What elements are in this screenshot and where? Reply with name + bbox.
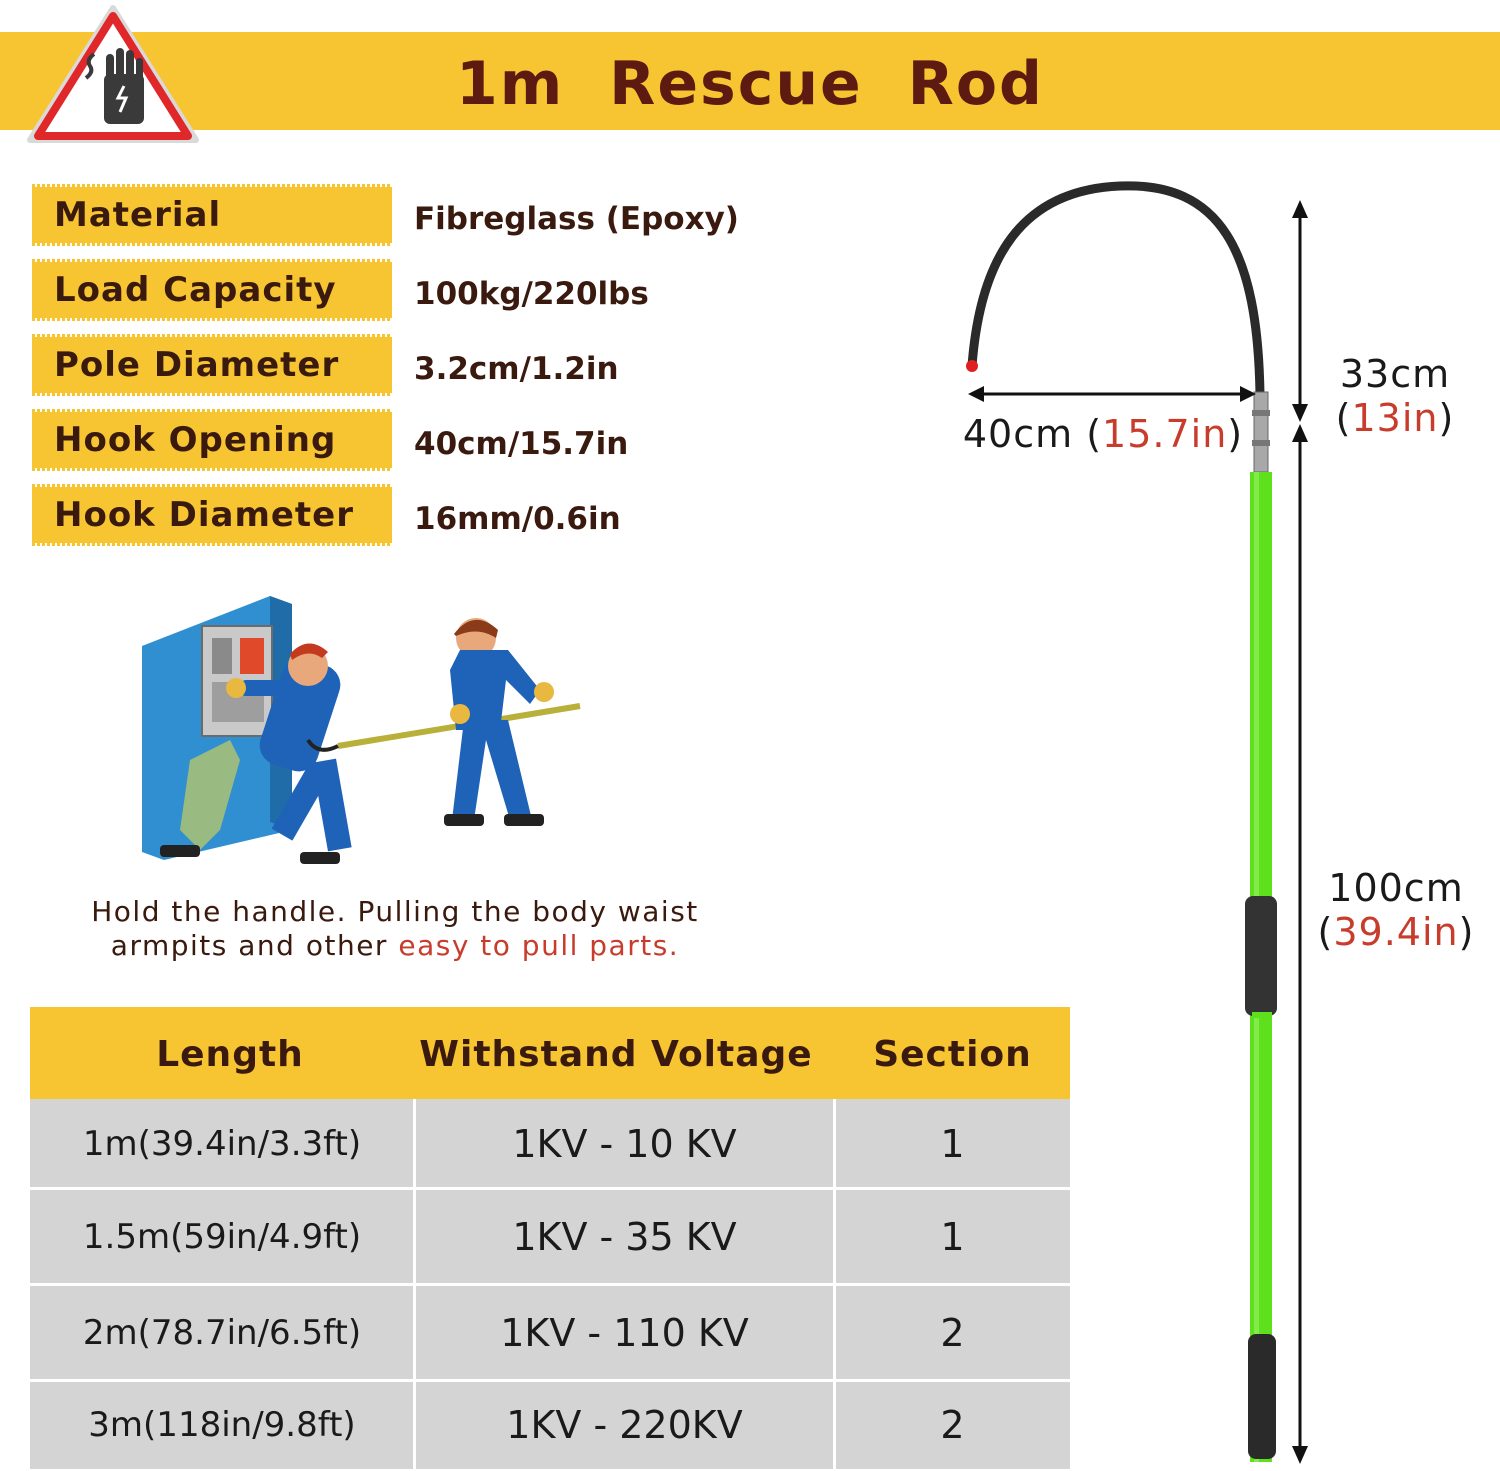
- table-header: [30, 1007, 1070, 1099]
- usage-note-line1: Hold the handle. Pulling the body waist: [91, 895, 699, 928]
- cell-section: 2: [940, 1311, 965, 1355]
- length-imperial: (78.7in/6.5ft): [137, 1313, 362, 1353]
- pole-length-cm: 100cm: [1328, 866, 1464, 910]
- cell-voltage: 1KV - 220KV: [506, 1403, 743, 1447]
- hook-height-cm: 33cm: [1339, 352, 1451, 396]
- usage-note: [60, 895, 730, 963]
- spec-value-pole-diameter: 3.2cm/1.2in: [414, 351, 619, 387]
- hook-height-in: 13in: [1351, 396, 1439, 440]
- hook-width-cm: 40cm: [962, 412, 1074, 456]
- table-divider: [30, 1187, 1070, 1190]
- hook-width-label: 40cm (15.7in): [962, 412, 1244, 456]
- spec-label-hook-diameter: Hook Diameter: [32, 486, 392, 544]
- length-meters: 1.5m: [82, 1217, 171, 1257]
- usage-note-line2-text: armpits and other: [110, 929, 399, 962]
- electric-shock-warning-icon: [24, 2, 202, 150]
- cell-section: 2: [940, 1403, 965, 1447]
- length-imperial: (118in/9.8ft): [143, 1405, 356, 1445]
- spec-label-pole-diameter: Pole Diameter: [32, 336, 392, 394]
- rescuer-figure: [444, 618, 554, 826]
- table-divider: [30, 1283, 1070, 1286]
- column-header-length: Length: [156, 1034, 304, 1075]
- cell-section: 1: [940, 1122, 965, 1166]
- cell-voltage: 1KV - 10 KV: [512, 1122, 737, 1166]
- spec-value-hook-opening: 40cm/15.7in: [414, 426, 629, 462]
- cell-length: [30, 1285, 414, 1381]
- cell-length: [30, 1189, 414, 1285]
- length-meters: 3m: [88, 1405, 144, 1445]
- column-header-section: Section: [873, 1034, 1032, 1075]
- cell-voltage: 1KV - 35 KV: [512, 1215, 737, 1259]
- rescue-illustration: [140, 590, 610, 880]
- pole-length-in: 39.4in: [1333, 910, 1459, 954]
- length-meters: 1m: [82, 1124, 138, 1164]
- cell-voltage: 1KV - 110 KV: [500, 1311, 749, 1355]
- table-row: [30, 1285, 1070, 1381]
- cell-section: 1: [940, 1215, 965, 1259]
- length-meters: 2m: [82, 1313, 138, 1353]
- spec-value-material: Fibreglass (Epoxy): [414, 201, 739, 237]
- length-imperial: (59in/4.9ft): [170, 1217, 362, 1257]
- table-row: [30, 1381, 1070, 1469]
- spec-label-load-capacity: Load Capacity: [32, 261, 392, 319]
- pole-length-label: 100cm (39.4in): [1306, 866, 1486, 954]
- hook-icon: [972, 186, 1260, 396]
- length-imperial: (39.4in/3.3ft): [137, 1124, 362, 1164]
- hook-width-in: 15.7in: [1102, 412, 1228, 456]
- table-row: [30, 1189, 1070, 1285]
- cell-length: [30, 1099, 414, 1189]
- table-divider: [30, 1379, 1070, 1382]
- spec-label-hook-opening: Hook Opening: [32, 411, 392, 469]
- spec-value-hook-diameter: 16mm/0.6in: [414, 501, 621, 537]
- usage-note-line2: [60, 929, 730, 963]
- cell-length: [30, 1381, 414, 1469]
- table-row: [30, 1099, 1070, 1189]
- hook-height-label: 33cm (13in): [1320, 352, 1470, 440]
- page-title: 1m Rescue Rod: [456, 49, 1044, 119]
- spec-value-load-capacity: 100kg/220lbs: [414, 276, 649, 312]
- spec-table: [30, 1007, 1070, 1469]
- spec-label-material: Material: [32, 186, 392, 244]
- column-header-voltage: Withstand Voltage: [419, 1034, 813, 1075]
- usage-note-highlight: easy to pull parts.: [398, 929, 680, 962]
